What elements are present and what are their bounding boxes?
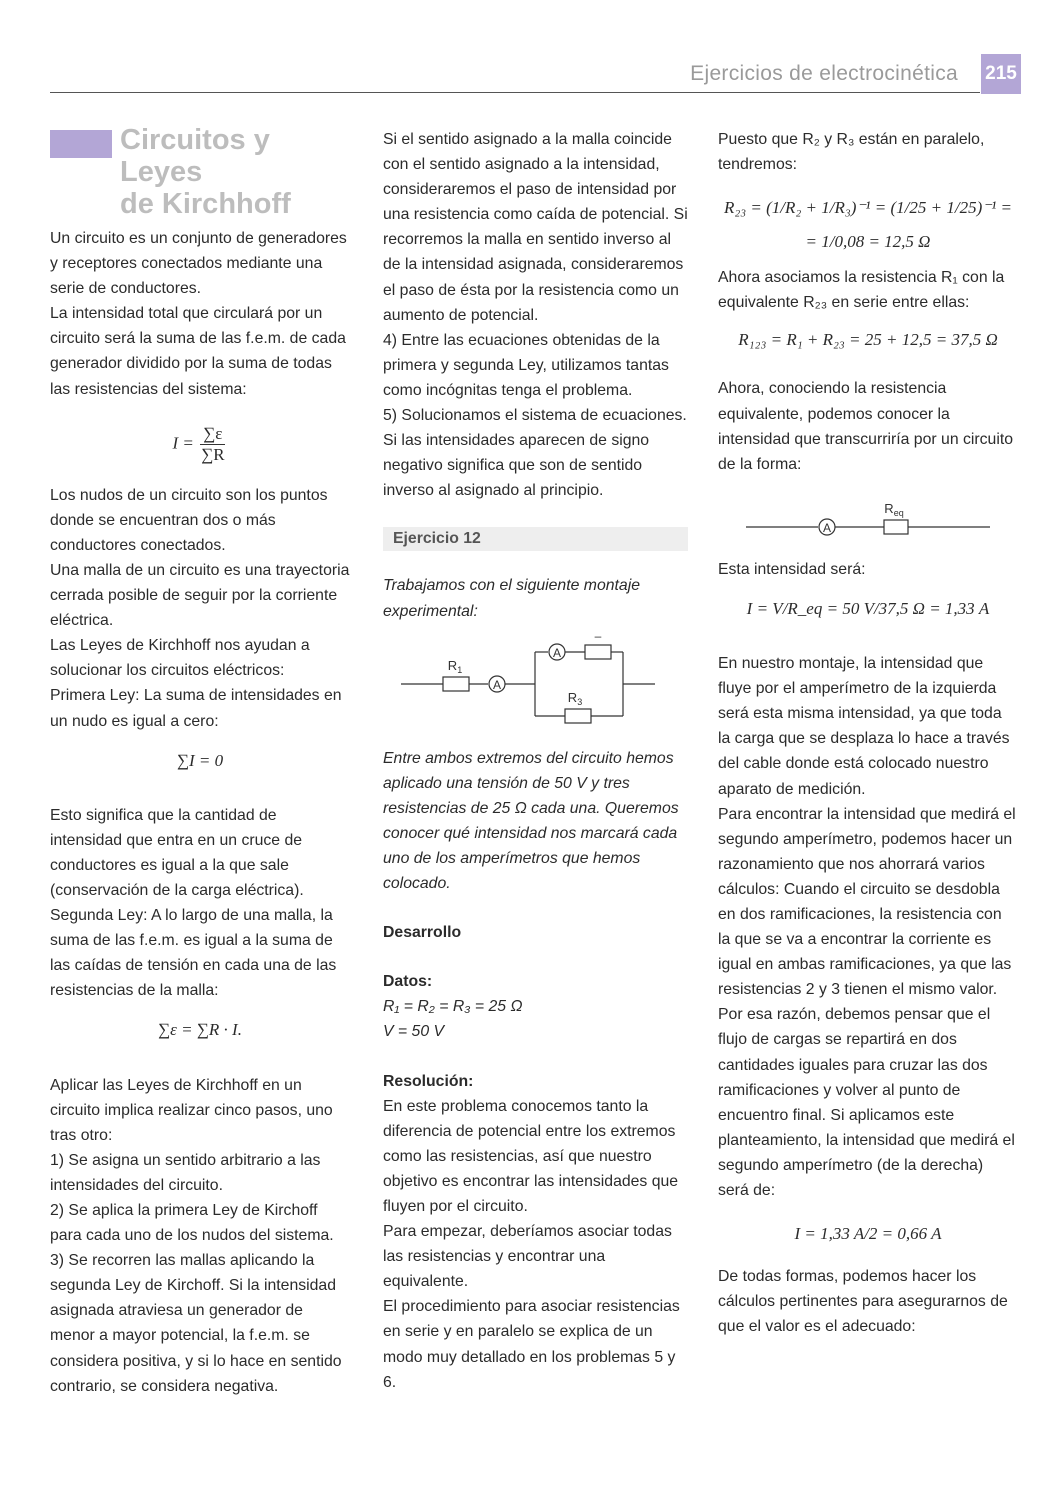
exercise-statement: Entre ambos extremos del circuito hemos aplicado una tensión de 50 V y tres resistencias de 25 Ω cada una. Queremos conocer qué intensidad nos marcará cada uno de los amperímetros que hemos colocado. — [383, 749, 679, 893]
datos-line: V = 50 V — [383, 1023, 445, 1041]
column-2 — [383, 127, 688, 1395]
label-r1: $R_1$ — [447, 657, 463, 675]
paragraph: 3) Se recorren las mallas aplicando la segunda Ley de Kirchoff. Si la intensidad asignada atraviesa un generador de menor a mayor potencial, la f.e.m. se considera positiva, y si lo hace en sentido contrario, se considera negativa. — [50, 1252, 342, 1395]
paragraph: En este problema conocemos tanto la diferencia de potencial entre los extremos como las resistencias, así que nuestro objetivo es encontrar las intensidades que fluyen por el circuito. — [383, 1097, 679, 1215]
paragraph: Un circuito es un conjunto de generadores y receptores conectados mediante una serie de conductores. — [50, 230, 347, 298]
paragraph: Esto significa que la cantidad de intensidad que entra en un cruce de conductores es igual a la que sale (conservación de la carga eléctrica). — [50, 806, 304, 899]
paragraph: Ahora, conociendo la resistencia equivalente, podemos conocer la intensidad que transcurriría por un circuito de la forma: — [718, 380, 1014, 473]
formula-lhs: I = — [172, 433, 194, 453]
ammeter-label: A — [822, 520, 832, 535]
paragraph: 4) Entre las ecuaciones obtenidas de la primera y segunda Ley, utilizamos tantas como incógnitas tenga el problema. — [383, 331, 669, 399]
formula-intensity: I = V/R_eq = 50 V/37,5 Ω = 1,33 A — [746, 598, 990, 618]
fraction-denominator: ∑R — [201, 444, 225, 464]
formula-r123: R₁₂₃ = R₁ + R₂₃ = 25 + 12,5 = 37,5 Ω — [738, 330, 998, 350]
formula-second-law: ∑ε = ∑R · I. — [158, 1020, 242, 1040]
formula-second-ammeter: I = 1,33 A/2 = 0,66 A — [794, 1224, 942, 1244]
paragraph: Primera Ley: La suma de intensidades en un nudo es igual a cero: — [50, 687, 342, 730]
paragraph: Para empezar, deberíamos asociar todas las resistencias y encontrar una equivalente. — [383, 1223, 672, 1291]
paragraph: 2) Se aplica la primera Ley de Kirchoff para cada uno de los nudos del sistema. — [50, 1202, 334, 1245]
paragraph: De todas formas, podemos hacer los cálculos pertinentes para asegurarnos de que el valor es el adecuado: — [718, 1268, 1008, 1336]
column-3 — [718, 127, 1018, 1339]
paragraph: Los nudos de un circuito son los puntos donde se encuentran dos o más conductores conectados. — [50, 486, 328, 554]
paragraph: Ahora asociamos la resistencia R₁ con la equivalente R₂₃ en serie entre ellas: — [718, 269, 1005, 312]
fraction-numerator: ∑ε — [200, 424, 225, 445]
exercise-intro: Trabajamos con el siguiente montaje experimental: — [383, 577, 640, 620]
fraction — [198, 424, 227, 465]
paragraph: Una malla de un circuito es una trayectoria cerrada posible de seguir por la corriente eléctrica. — [50, 561, 350, 630]
formula-total-current — [50, 424, 350, 465]
paragraph: Segunda Ley: A lo largo de una malla, la suma de las f.e.m. es igual a la suma de las caídas de tensión en cada una de las resistencias de la malla: — [50, 907, 337, 1000]
running-header: Ejercicios de electrocinética — [690, 62, 958, 85]
exercise-heading: Ejercicio 12 — [383, 527, 688, 551]
desarrollo-heading: Desarrollo — [383, 924, 462, 942]
resistor-r2 — [585, 645, 611, 659]
paragraph: Las Leyes de Kirchhoff nos ayudan a solucionar los circuitos eléctricos: — [50, 637, 310, 680]
ammeter-right-label: A — [552, 645, 562, 660]
paragraph: El procedimiento para asociar resistencias en serie y en paralelo se explica de un modo muy detallado en los problemas 5 y 6. — [383, 1298, 680, 1391]
section-title-line1: Circuitos y Leyes — [120, 124, 270, 188]
formula-r23: R₂₃ = (1/R₂ + 1/R₃)⁻¹ = (1/25 + 1/25)⁻¹ = — [723, 198, 1013, 218]
paragraph: Aplicar las Leyes de Kirchhoff en un circuito implica realizar cinco pasos, uno tras otro: — [50, 1076, 333, 1144]
section-title-line2: de Kirchhoff — [120, 188, 291, 220]
paragraph: Puesto que R₂ y R₃ están en paralelo, tendremos: — [718, 131, 985, 174]
circuit-diagram — [383, 632, 683, 724]
paragraph: 5) Solucionamos el sistema de ecuaciones. Si las intensidades aparecen de signo negativo significa que son de sentido inverso al asignado al principio. — [383, 407, 687, 500]
formula-r23-result: = 1/0,08 = 12,5 Ω — [805, 232, 931, 252]
section-title — [120, 124, 360, 220]
header-rule — [50, 92, 980, 93]
paragraph: Si el sentido asignado a la malla coincide con el sentido asignado a la intensidad, consideraremos el paso de intensidad por una resistencia como caída de potencial. Si recorremos la malla en sentido inverso al de la intensidad asignada, consideraremos el paso de ésta por la resistencia como un aumento de potencial. — [383, 131, 688, 324]
column-1 — [50, 226, 350, 1399]
paragraph: Esta intensidad será: — [718, 560, 866, 578]
section-color-block — [50, 130, 112, 158]
formula-first-law: ∑I = 0 — [176, 750, 224, 770]
resistor-r1 — [443, 677, 469, 691]
datos-heading: Datos: — [383, 973, 433, 991]
paragraph: 1) Se asigna un sentido arbitrario a las intensidades del circuito. — [50, 1151, 321, 1194]
ammeter-left-label: A — [492, 677, 502, 692]
paragraph: Para encontrar la intensidad que medirá el segundo amperímetro, podemos hacer un razonamiento que nos ahorrará varios cálculos: Cuando el circuito se desdobla en dos ramificaciones, la resistencia con la que se va a encontrar la corriente es igual en ambas ramificaciones, ya que las resistencias 2 y 3 tienen el mismo valor. Por esa razón, debemos pensar que el flujo de cargas se repartirá en dos cantidades iguales para cruzar las dos ramificaciones y volver al punto de encuentro final. Si aplicamos este planteamiento, la intensidad que medirá el segundo amperímetro (de la derecha) será de: — [718, 805, 1016, 1199]
resolucion-heading: Resolución: — [383, 1072, 474, 1090]
resistor-req — [884, 520, 908, 534]
paragraph: La intensidad total que circulará por un circuito será la suma de las f.e.m. de cada generador dividido por la suma de todas las resistencias del sistema: — [50, 305, 346, 398]
resistor-r3 — [565, 709, 591, 723]
label-r3: $R_3$ — [567, 689, 583, 707]
datos-line: R₁ = R₂ = R₃ = 25 Ω — [383, 998, 523, 1016]
label-req: $R_{eq}$ — [884, 500, 904, 518]
equivalent-circuit-diagram — [718, 491, 1018, 547]
label-r2: – — [594, 631, 602, 643]
page-number: 215 — [981, 54, 1021, 94]
paragraph: En nuestro montaje, la intensidad que fluye por el amperímetro de la izquierda será esta misma intensidad, ya que toda la carga que se desplaza lo hace a través del cable donde está colocado nuestro aparato de medición. — [718, 655, 1010, 798]
